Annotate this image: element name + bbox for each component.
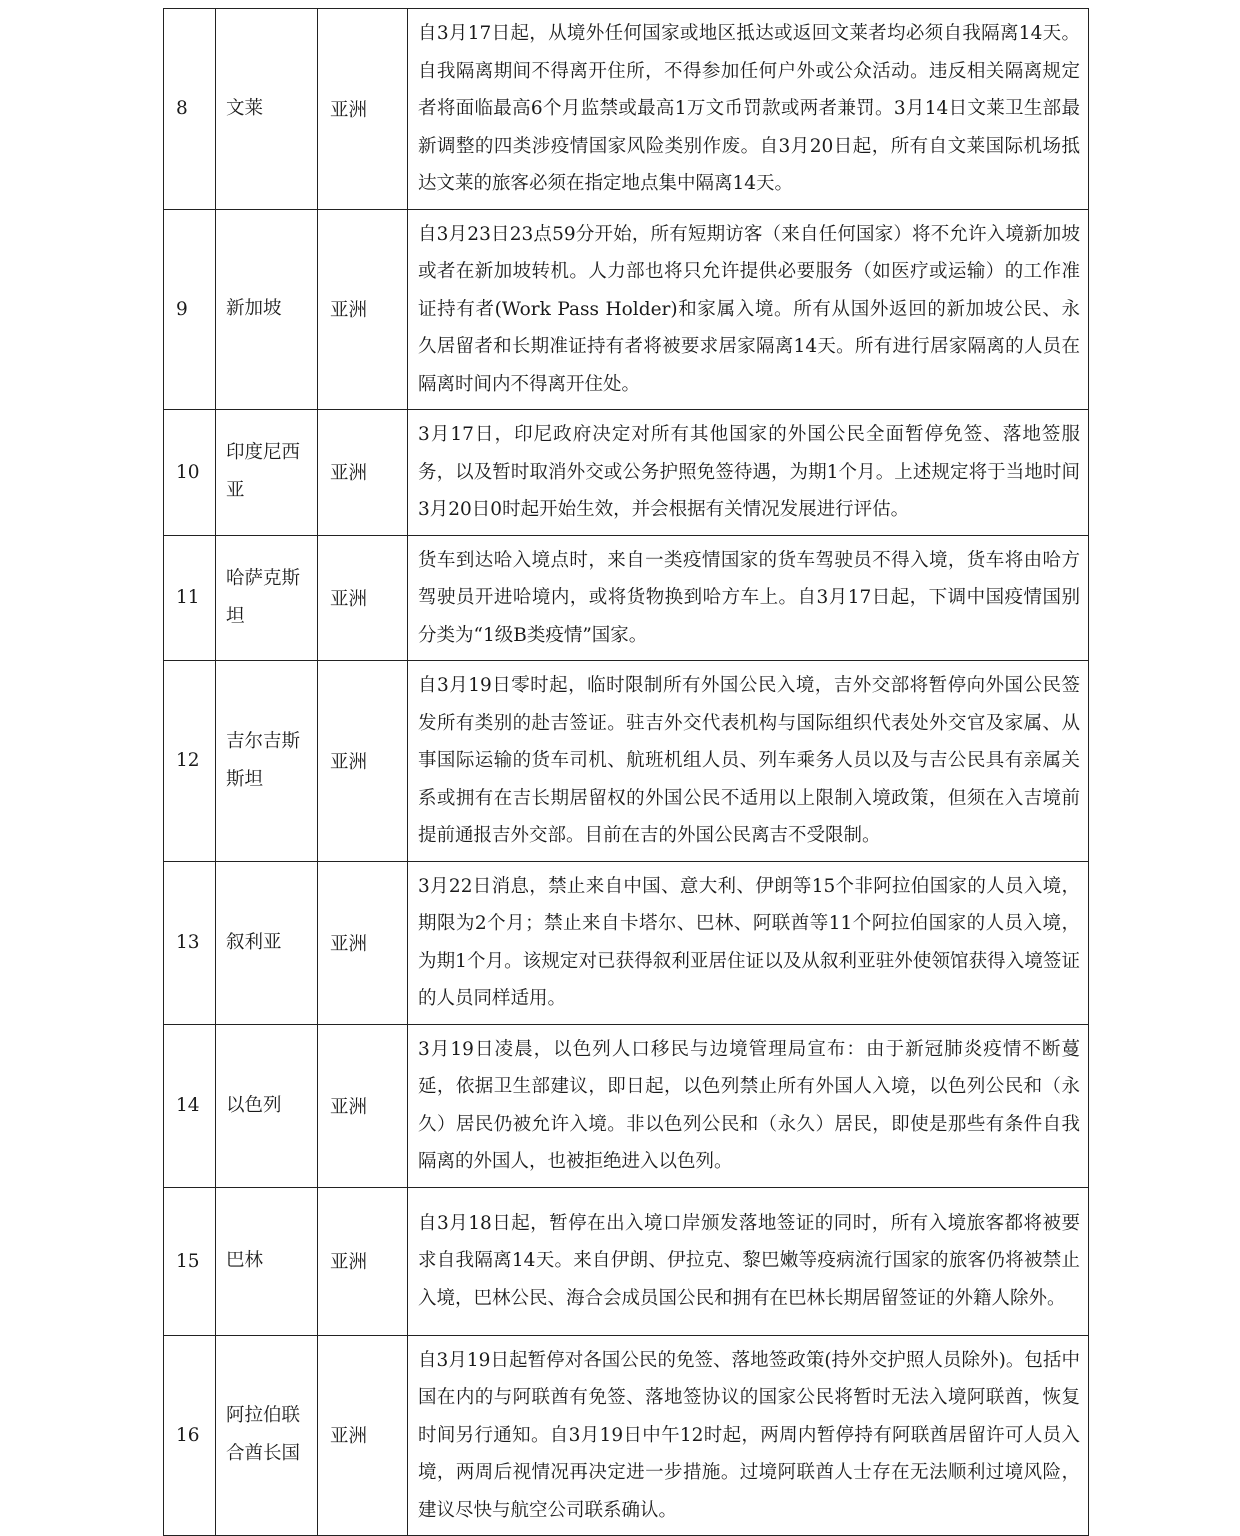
table-row — [164, 861, 1089, 1024]
policy-detail: 自3月17日起，从境外任何国家或地区抵达或返回文莱者均必须自我隔离14天。自我隔离期间不得离开住所，不得参加任何户外或公众活动。违反相关隔离规定者将面临最高6个月监禁或最高1万文币罚款或两者兼罚。3月14日文莱卫生部最新调整的四类涉疫情国家风险类别作废。自3月20日起，所有自文莱国际机场抵达文莱的旅客必须在指定地点集中隔离14天。 — [408, 9, 1089, 210]
country-name-text: 印度尼西亚 — [226, 442, 301, 502]
country-name — [216, 1024, 318, 1187]
row-number: 14 — [164, 1024, 216, 1187]
region-name: 亚洲 — [318, 209, 408, 410]
policy-detail: 3月19日凌晨，以色列人口移民与边境管理局宣布：由于新冠肺炎疫情不断蔓延，依据卫生部建议，即日起，以色列禁止所有外国人入境，以色列公民和（永久）居民仍被允许入境。非以色列公民和（永久）居民，即使是那些有条件自我隔离的外国人，也被拒绝进入以色列。 — [408, 1024, 1089, 1187]
policy-detail: 自3月19日零时起，临时限制所有外国公民入境，吉外交部将暂停向外国公民签发所有类别的赴吉签证。驻吉外交代表机构与国际组织代表处外交官及家属、从事国际运输的货车司机、航班机组人员、列车乘务人员以及与吉公民具有亲属关系或拥有在吉长期居留权的外国公民不适用以上限制入境政策，但须在入吉境前提前通报吉外交部。目前在吉的外国公民离吉不受限制。 — [408, 661, 1089, 862]
policy-document — [163, 8, 1088, 1536]
region-name: 亚洲 — [318, 861, 408, 1024]
row-number: 15 — [164, 1187, 216, 1335]
policy-detail: 自3月18日起，暂停在出入境口岸颁发落地签证的同时，所有入境旅客都将被要求自我隔离14天。来自伊朗、伊拉克、黎巴嫩等疫病流行国家的旅客仍将被禁止入境，巴林公民、海合会成员国公民和拥有在巴林长期居留签证的外籍人除外。 — [408, 1187, 1089, 1335]
region-name: 亚洲 — [318, 661, 408, 862]
country-name — [216, 535, 318, 661]
country-name-text: 阿拉伯联合酋长国 — [226, 1405, 301, 1465]
country-name — [216, 410, 318, 536]
policy-detail: 自3月19日起暂停对各国公民的免签、落地签政策(持外交护照人员除外)。包括中国在内的与阿联酋有免签、落地签协议的国家公民将暂时无法入境阿联酋，恢复时间另行通知。自3月19日中午12时起，两周内暂停持有阿联酋居留许可人员入境，两周后视情况再决定进一步措施。过境阿联酋人士存在无法顺利过境风险，建议尽快与航空公司联系确认。 — [408, 1335, 1089, 1536]
country-name — [216, 1187, 318, 1335]
country-name-text: 以色列 — [226, 1094, 282, 1116]
policy-detail: 3月22日消息，禁止来自中国、意大利、伊朗等15个非阿拉伯国家的人员入境，期限为2个月；禁止来自卡塔尔、巴林、阿联酋等11个阿拉伯国家的人员入境，为期1个月。该规定对已获得叙利亚居住证以及从叙利亚驻外使领馆获得入境签证的人员同样适用。 — [408, 861, 1089, 1024]
table-row — [164, 1335, 1089, 1536]
country-name — [216, 1335, 318, 1536]
country-name — [216, 861, 318, 1024]
country-name-text: 哈萨克斯坦 — [226, 567, 301, 627]
policy-detail: 自3月23日23点59分开始，所有短期访客（来自任何国家）将不允许入境新加坡或者在新加坡转机。人力部也将只允许提供必要服务（如医疗或运输）的工作准证持有者(Work Pass Holder)和家属入境。所有从国外返回的新加坡公民、永久居留者和长期准证持有者将被要求居家隔离14天。所有进行居家隔离的人员在隔离时间内不得离开住处。 — [408, 209, 1089, 410]
row-number: 10 — [164, 410, 216, 536]
region-name: 亚洲 — [318, 1335, 408, 1536]
region-name: 亚洲 — [318, 535, 408, 661]
country-name-text: 叙利亚 — [226, 931, 282, 953]
country-name-text: 文莱 — [226, 97, 264, 119]
row-number: 12 — [164, 661, 216, 862]
region-name: 亚洲 — [318, 1024, 408, 1187]
table-row — [164, 535, 1089, 661]
country-name-text: 吉尔吉斯斯坦 — [226, 730, 301, 790]
table-row — [164, 661, 1089, 862]
country-name-text: 巴林 — [226, 1250, 264, 1271]
table-row — [164, 1187, 1089, 1335]
entry-policy-table — [163, 8, 1089, 1536]
table-row — [164, 1024, 1089, 1187]
table-row — [164, 410, 1089, 536]
country-name-text: 新加坡 — [226, 298, 282, 320]
row-number: 8 — [164, 9, 216, 210]
country-name — [216, 661, 318, 862]
region-name: 亚洲 — [318, 1187, 408, 1335]
row-number: 13 — [164, 861, 216, 1024]
region-name: 亚洲 — [318, 410, 408, 536]
country-name — [216, 9, 318, 210]
table-row — [164, 9, 1089, 210]
region-name: 亚洲 — [318, 9, 408, 210]
country-name — [216, 209, 318, 410]
row-number: 11 — [164, 535, 216, 661]
row-number: 16 — [164, 1335, 216, 1536]
row-number: 9 — [164, 209, 216, 410]
policy-detail: 货车到达哈入境点时，来自一类疫情国家的货车驾驶员不得入境，货车将由哈方驾驶员开进哈境内，或将货物换到哈方车上。自3月17日起，下调中国疫情国别分类为“1级B类疫情”国家。 — [408, 535, 1089, 661]
policy-detail: 3月17日，印尼政府决定对所有其他国家的外国公民全面暂停免签、落地签服务，以及暂时取消外交或公务护照免签待遇，为期1个月。上述规定将于当地时间3月20日0时起开始生效，并会根据有关情况发展进行评估。 — [408, 410, 1089, 536]
table-row — [164, 209, 1089, 410]
